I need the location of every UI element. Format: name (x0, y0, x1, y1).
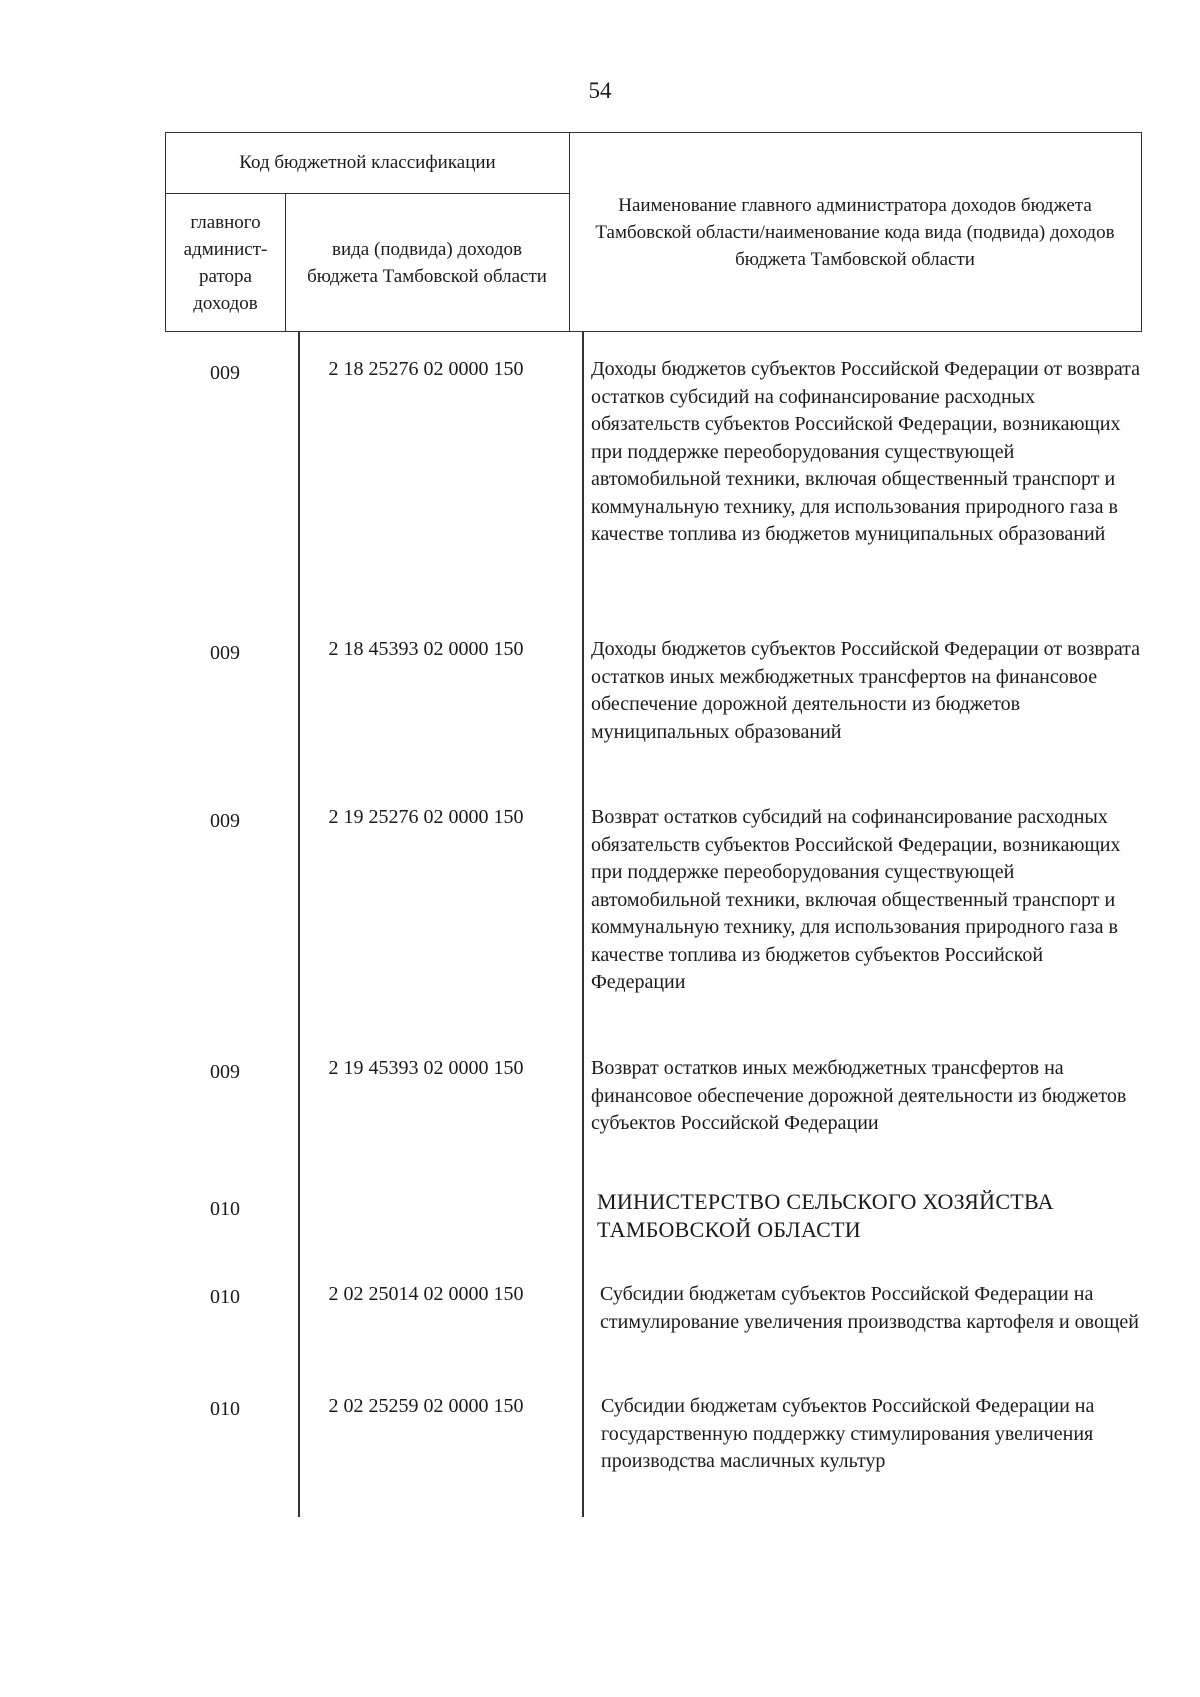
revenue-name: Доходы бюджетов субъектов Российской Федерации от возврата остатков субсидий на софинансирование расходных обязательств субъектов Российской Федерации, возникающих при поддержке переоборудования существующей автомобильной техники, включая общественный транспорт и коммунальную технику, для использования природного газа в качестве топлива из бюджетов муниципальных образований (591, 358, 1141, 545)
admin-code: 010 (210, 1198, 240, 1220)
revenue-code: 2 02 25014 02 0000 150 (328, 1283, 524, 1305)
page-number: 54 (588, 78, 612, 103)
revenue-name: Субсидии бюджетам субъектов Российской Федерации на государственную поддержку стимулирования увеличения производства масличных культур (601, 1395, 1095, 1472)
revenue-code: 2 19 45393 02 0000 150 (328, 1057, 524, 1079)
revenue-name: Возврат остатков субсидий на софинансирование расходных обязательств субъектов Российской Федерации, возникающих при поддержке переоборудования существующей автомобильной техники, включая общественный транспорт и коммунальную технику, для использования природного газа в качестве топлива из бюджетов субъектов Российской Федерации (591, 806, 1121, 993)
revenue-name: Возврат остатков иных межбюджетных трансфертов на финансовое обеспечение дорожной деятельности из бюджетов субъектов Российской Федерации (591, 1057, 1127, 1134)
revenue-code: 2 19 25276 02 0000 150 (328, 806, 524, 828)
admin-code: 009 (210, 810, 240, 832)
revenue-name: Доходы бюджетов субъектов Российской Федерации от возврата остатков иных межбюджетных трансфертов на финансовое обеспечение дорожной деятельности из бюджетов муниципальных образований (591, 638, 1141, 743)
revenue-code: 2 18 25276 02 0000 150 (328, 358, 524, 380)
table-header (165, 132, 1142, 332)
column-divider-left (298, 332, 300, 1517)
revenue-code: 2 18 45393 02 0000 150 (328, 638, 524, 660)
column-divider-right (582, 332, 584, 1517)
header-kind-label: вида (подвида) доходов бюджета Тамбовской области (307, 238, 547, 287)
revenue-code: 2 02 25259 02 0000 150 (328, 1395, 524, 1417)
admin-code: 009 (210, 1061, 240, 1083)
admin-code: 010 (210, 1398, 240, 1420)
header-budget-classification (166, 133, 570, 331)
admin-code: 009 (210, 362, 240, 384)
header-kbk-label: Код бюджетной классификации (166, 133, 569, 194)
revenue-name: Субсидии бюджетам субъектов Российской Федерации на стимулирование увеличения производства картофеля и овощей (600, 1283, 1139, 1333)
admin-code: 010 (210, 1286, 240, 1308)
ministry-name: МИНИСТЕРСТВО СЕЛЬСКОГО ХОЗЯЙСТВА ТАМБОВСКОЙ ОБЛАСТИ (597, 1189, 1054, 1242)
header-admin-label: главного админист-ратора доходов (166, 194, 286, 331)
header-name-label: Наименование главного администратора доходов бюджета Тамбовской области/наименование кода вида (подвида) доходов бюджета Тамбовской области (595, 194, 1115, 270)
admin-code: 009 (210, 642, 240, 664)
